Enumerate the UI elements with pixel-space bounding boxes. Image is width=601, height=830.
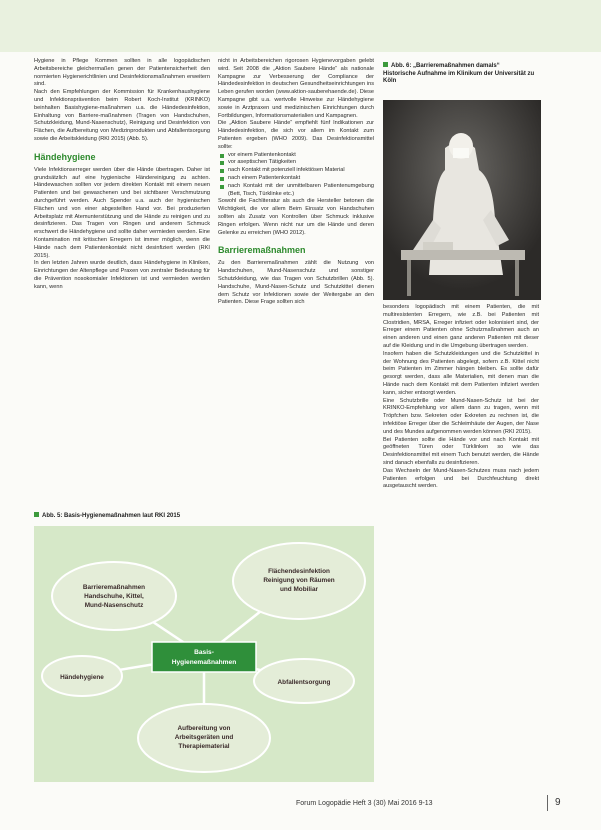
flaeche-line-2: Reinigung von Räumen bbox=[263, 577, 335, 584]
bullet-item: nach einem Patientenkontakt bbox=[218, 175, 374, 183]
green-square-icon bbox=[383, 62, 388, 67]
paragraph: Bei Patienten sollte die Hände vor und nach Kontakt mit geöffneten Türen oder Türklinken so wie das Desinfektionsmittel mit einem Tuch benutzt werden, die Hände sind danach ebenfalls zu desinfizieren. bbox=[383, 436, 539, 466]
text-column-1 bbox=[34, 58, 210, 292]
figure-6-description: Historische Aufnahme im Klinikum der Universität zu Köln bbox=[383, 70, 535, 84]
svg-text:Aufbereitung von bbox=[178, 725, 231, 732]
hygiene-diagram bbox=[34, 526, 374, 782]
figure-6-caption bbox=[383, 62, 543, 86]
bullet-item: vor einem Patientenkontakt bbox=[218, 152, 374, 160]
page-number: 9 bbox=[555, 797, 561, 808]
bullet-item: nach Kontakt mit potenziell infektiösen Material bbox=[218, 167, 374, 175]
paragraph: Insofern haben die Schutzkleidungen und die Schutzkittel in der Wohnung des Patienten abgelegt, sofern z.B. Kittel nicht beim Patienten im Zimmer hängen bleiben. Es sollte dafür gesorgt werden, dass alle Materialien, mit denen man die Hände nach dem Kontakt mit dem Patienten infiziert werden kann, sicher entsorgt werden. bbox=[383, 350, 539, 396]
svg-text:Barrieremaßnahmen bbox=[83, 584, 145, 591]
svg-text:und Mobiliar bbox=[280, 586, 318, 593]
center-line-1: Basis- bbox=[194, 649, 214, 656]
barriere-line-3: Mund-Nasenschutz bbox=[84, 602, 144, 609]
svg-text:Abfallentsorgung bbox=[278, 679, 331, 686]
text-column-2 bbox=[218, 58, 374, 307]
paragraph: Viele Infektionserreger werden über die Hände übertragen. Daher ist grundsätzlich auf eine hygienische Händereinigung zu achten. Händewaschen sollten vor jedem direkten Kontakt mit einem neuen Patienten und bei gewaschenen und bei sichtbarer Verschmutzung durchgeführt werden. Auch Spender u.a. auch der hygienischen Flächen und von einer abgestellten Hand vor. Bei produzierten Arbeitsplatz mit Atemunterstützung und die Hände zu reinigen und zu desinfizieren. Das Tragen von Ringen und anderem Schmuck erschwert die Händehygiene und sollte daher vermieden werden. Eine Kontamination mit kritischen Erregern ist immer möglich, wenn die Hände nach dem Patientenkontakt nicht desinfiziert werden (RKI 2015). bbox=[34, 166, 210, 259]
svg-text:Mund-Nasenschutz bbox=[85, 602, 144, 609]
svg-text:Basis- bbox=[194, 649, 214, 656]
svg-text:Reinigung von Räumen bbox=[263, 577, 334, 584]
green-square-icon bbox=[34, 512, 39, 517]
aufbereitung-line-1: Aufbereitung von bbox=[177, 725, 231, 732]
paragraph: nicht in Arbeitsbereichen rigorosen Hygienevorgaben gelebt wird. Seit 2008 die „Aktion Saubere Hände“ als nationale Kampagne zur Verbesserung der Compliance der Händedesinfektion in deutschen Gesundheitseinrichtungen ins Leben gerufen worden (www.aktion-sauberehaende.de). Diese Kampagne gibt u.a. wertvolle Hinweise zur Händehygiene sowie in Arztpraxen und medizinischen Einrichtungen durch Fortbildungen, Informationsmaterialien und Kampagnen. bbox=[218, 58, 374, 119]
aufbereitung-line-3: Therapiematerial bbox=[178, 743, 230, 750]
barriere-line-2: Handschuhe, Kittel, bbox=[84, 593, 144, 600]
node-center bbox=[152, 642, 256, 672]
paragraph: Nach den Empfehlungen der Kommission für Krankenhaushygiene und Infektionsprävention beim Robert Koch-Institut (KRINKO) beinhalten Basishygiene-maßnahmen u.a. die Händedesinfektion, Einhaltung von Barriere-maßnahmen (Tragen von Handschuhen, Schutzkleidung, Mund-Nasenschutz), Reinigung und Desinfektion von Flächen, die Aufbereitung von Medizinprodukten und Abfallentsorgung sowie die Arbeitskleidung (RKI 2015) (Abb. 5). bbox=[34, 89, 210, 142]
paragraph: Die „Aktion Saubere Hände“ empfiehlt fünf Indikationen zur Händedesinfektion, die sich vor allem im Kontakt zum Patienten ergeben (WHO 2009). Das Desinfektionsmittel sollte: bbox=[218, 120, 374, 150]
aufbereitung-line-2: Arbeitsgeräten und bbox=[174, 734, 234, 741]
bullet-item: nach Kontakt mit der unmittelbaren Patientenumgebung (Bett, Tisch, Türklinke etc.) bbox=[218, 183, 374, 199]
figure-5-caption bbox=[34, 512, 374, 521]
haende-line-1: Händehygiene bbox=[60, 674, 104, 681]
svg-text:Arbeitsgeräten und bbox=[175, 734, 234, 741]
flaeche-line-1: Flächendesinfektion bbox=[268, 568, 330, 575]
svg-text:Flächendesinfektion bbox=[268, 568, 330, 575]
historic-photo bbox=[383, 100, 541, 300]
paragraph: Hygiene in Pflege Kommen sollten in alle logopädischen Arbeitsbereiche gleichermaßen genen der Patientensicherheit den normierten Hygienerichtlinien und Desinfektionsmaßnahmen erweitern sind. bbox=[34, 58, 210, 88]
footer-journal: Forum Logopädie Heft 3 (30) Mai 2016 9-13 bbox=[296, 800, 433, 807]
text-column-3 bbox=[383, 304, 539, 491]
paragraph: Das Wechseln der Mund-Nasen-Schutzes muss nach jedem Patienten erfolgen und bei Durchfeuchtung direkt ausgetauscht werden. bbox=[383, 467, 539, 490]
paragraph: Eine Schutzbrille oder Mund-Nasen-Schutz ist bei der KRINKO-Empfehlung vor allem dann zu tragen, wenn mit Tröpfchen bzw. Sekreten oder Exkreten zu rechnen ist, die infektiöse Erreger über die Schleimhäute der Augen, der Nase und des Mundes aufgenommen werden können (RKI 2015). bbox=[383, 397, 539, 435]
figure-6-label: Abb. 6: „Barrieremaßnahmen damals“ bbox=[391, 63, 500, 69]
header-band bbox=[0, 0, 601, 52]
figure-5-label: Abb. 5: Basis-Hygienemaßnahmen laut RKI 2015 bbox=[42, 513, 181, 519]
paragraph: Sowohl die Fachliteratur als auch die Hersteller betonen die Wichtigkeit, die vor allem Beim Einsatz von Handschuhen sollten als Zusatz von Kontrollen über Schmuck inklusive Ringen erfolgen. Wenn nicht nur um die Hände und deren Gelenke zu erreichen (WHO 2012). bbox=[218, 198, 374, 236]
footer-divider bbox=[547, 795, 548, 811]
svg-text:Hygienemaßnahmen bbox=[172, 659, 237, 666]
flaeche-line-3: und Mobiliar bbox=[280, 586, 318, 593]
paragraph: besonders logopädisch mit einem Patienten, die mit multiresistenten Erregern, wie z.B. bei Patienten mit Clostridien, MRSA, Erreger infiziert oder kolonisiert sind, der Erreger einem Patienten ohne Schutzmaßnahmen auch an einen anderen und einen ganz anderen Patienten mit dieser auf die Kleidung und in die Umgebung übertragen werden. bbox=[383, 304, 539, 349]
svg-text:Therapiematerial bbox=[178, 743, 229, 750]
svg-text:Händehygiene bbox=[60, 674, 104, 681]
svg-text:Handschuhe, Kittel, bbox=[84, 593, 144, 600]
paragraph: In den letzten Jahren wurde deutlich, dass Händehygiene in Kliniken, Einrichtungen der Altenpflege und Praxen von zentraler Bedeutung für die Prävention nosokomialer Infektionen ist und vermieden werden kann, wenn bbox=[34, 260, 210, 290]
abfall-line-1: Abfallentsorgung bbox=[277, 679, 331, 686]
historic-photo-illustration bbox=[383, 100, 541, 300]
center-line-2: Hygienemaßnahmen bbox=[171, 659, 237, 666]
heading-barrieremassnahmen: Barrieremaßnahmen bbox=[218, 245, 306, 256]
barriere-line-1: Barrieremaßnahmen bbox=[82, 584, 146, 591]
bullet-item: vor aseptischen Tätigkeiten bbox=[218, 159, 374, 167]
paragraph: Zu den Barrieremaßnahmen zählt die Nutzung von Handschuhen, Mund-Nasenschutz und sonstiger Schutzkleidung, wie das Tragen von Schutzbrillen (Abb. 5). Handschuhe, Mund-Nasen-Schutz und Schutzkittel dienen dem Schutz vor Infektionen sowie der Weitergabe an den Patienten. Diese Frage sollten sich bbox=[218, 260, 374, 306]
heading-haendehygiene: Händehygiene bbox=[34, 151, 96, 162]
